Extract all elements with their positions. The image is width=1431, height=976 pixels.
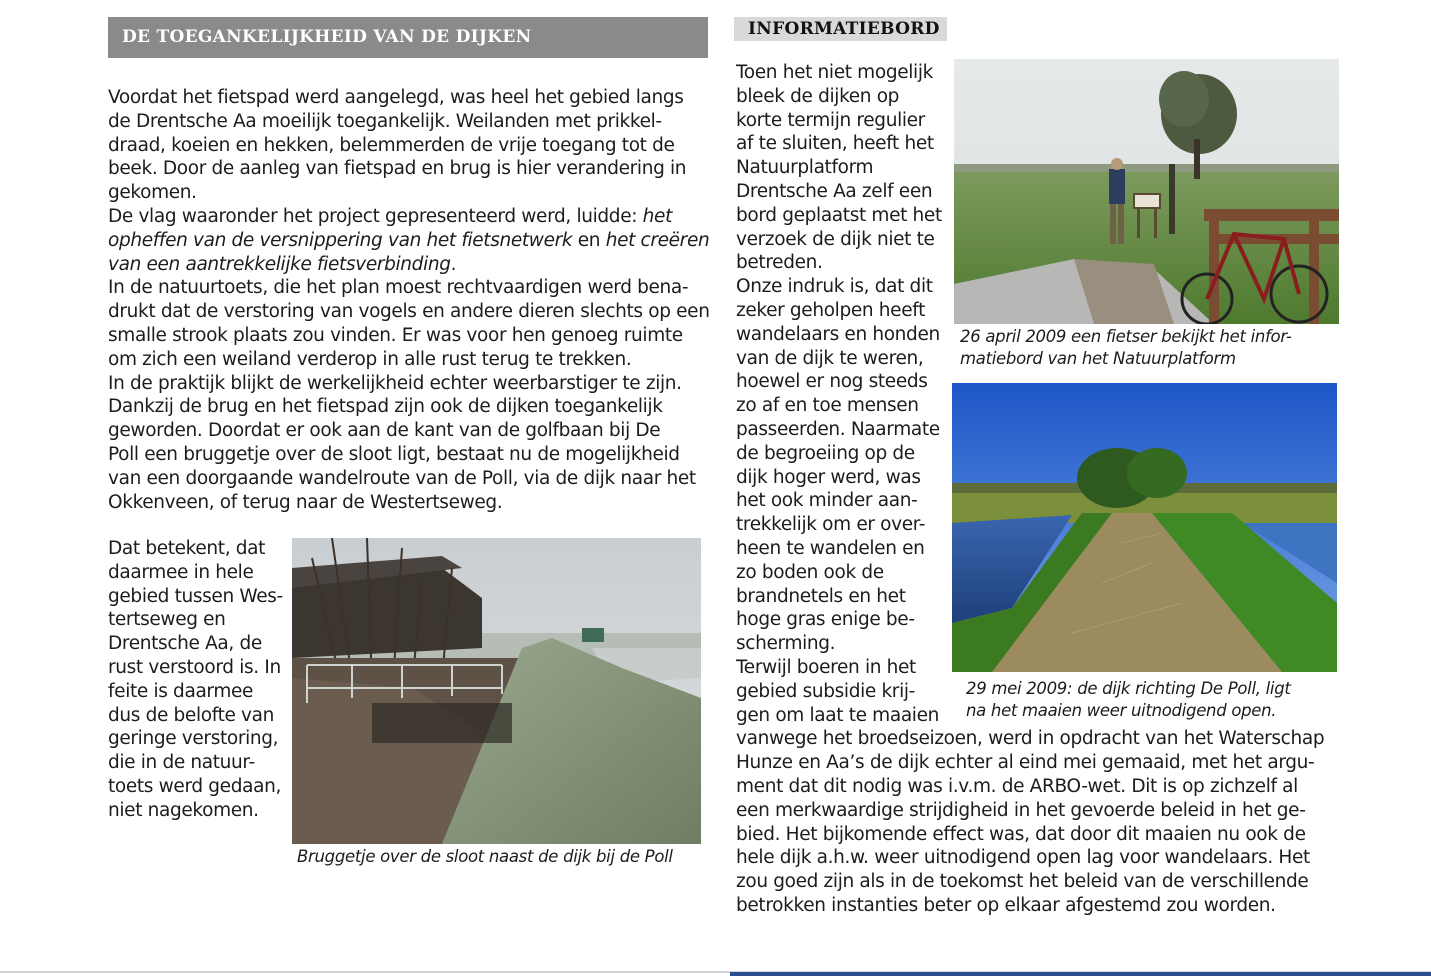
photo-mowed-dike (952, 383, 1337, 672)
caption-mowed-dike: 29 mei 2009: de dijk richting De Poll, ligt na het maaien weer uitnodigend open. (966, 679, 1291, 720)
photo-bridge-dike (292, 538, 701, 844)
side-paragraph: Dat betekent, dat daarmee in hele gebied tussen Wes- tertseweg en Drentsche Aa, de rust verstoord is. In feite is daarmee dus de belofte van geringe verstoring, die in de natuur- toets werd gedaan, niet nagekomen. (108, 538, 283, 821)
caption-bridge: Bruggetje over de sloot naast de dijk bij de Poll (297, 847, 673, 866)
section-heading-right: INFORMATIEBORD (734, 17, 947, 41)
intro-paragraph: Voordat het fietspad werd aangelegd, was heel het gebied langs de Drentsche Aa moeilijk toegankelijk. Weilanden met prikkel- draad, koeien en hekken, belemmerden de vrije toegang tot de beek. Door de aanleg van fietspad en brug is hier verandering in gekomen. De vlag waaronder het project gepresenteerd werd, luidde: het opheffen van de versnippering van het fietsnetwerk en het creëren van een aantrekkelijke fietsverbinding. In de natuurtoets, die het plan moest rechtvaardigen werd bena- drukt dat de verstoring van vogels en andere dieren slechts op een smalle strook plaats zou vinden. Er was voor hen genoeg ruimte om zich een weiland verderop in alle rust terug te trekken. In de praktijk blijkt de werkelijkheid echter weerbarstiger te zijn. Dankzij de brug en het fietspad zijn ook de dijken toegankelijk geworden. Doordat er ook aan de kant van de golfbaan bij De Poll een bruggetje over de sloot ligt, bestaat nu de mogelijkheid van een doorgaande wandelroute van de Poll, via de dijk naar het Okkenveen, of terug naar de Westertseweg. (108, 87, 710, 513)
flag-line-3: van een aantrekkelijke fietsverbinding. (108, 253, 457, 275)
page-bottom-accent (730, 972, 1431, 976)
caption-information-board: 26 april 2009 een fietser bekijkt het infor- matiebord van het Natuurplatform (960, 327, 1292, 368)
section-heading-left: DE TOEGANKELIJKHEID VAN DE DIJKEN (108, 17, 708, 58)
info-column-paragraph: Toen het niet mogelijk bleek de dijken op korte termijn regulier af te sluiten, heeft het Natuurplatform Drentsche Aa zelf een bord geplaatst met het verzoek de dijk niet te betreden. Onze indruk is, dat dit zeker geholpen heeft wandelaars en honden van de dijk te weren, hoewel er nog steeds zo af en toe mensen passeerden. Naarmate de begroeiing op de dijk hoger werd, was het ook minder aan- trekkelijk om er over- heen te wandelen en zo boden ook de brandnetels en het hoge gras enige be- scherming. Terwijl boeren in het gebied subsidie krij- gen om laat te maaien vanwege het broedseizoen, werd in opdracht van het Waterschap Hunze en Aa’s de dijk echter al eind mei gemaaid, met het argu- ment dat dit nodig was i.v.m. de ARBO-wet. Dit is op zichzelf al een merkwaardige strijdigheid in het gevoerde beleid in het ge- bied. Het bijkomende effect was, dat door dit maaien nu ook de hele dijk a.h.w. weer uitnodigend open lag voor wandelaars. Het zou goed zijn als in de toekomst het beleid van de verschillende betrokken instanties beter op elkaar afgestemd zou worden. (736, 62, 1325, 916)
flag-line-2: opheffen van de versnippering van het fietsnetwerk en het creëren (108, 229, 710, 251)
photo-information-board (954, 59, 1339, 324)
flag-line-1: De vlag waaronder het project gepresenteerd werd, luidde: het (108, 205, 672, 227)
